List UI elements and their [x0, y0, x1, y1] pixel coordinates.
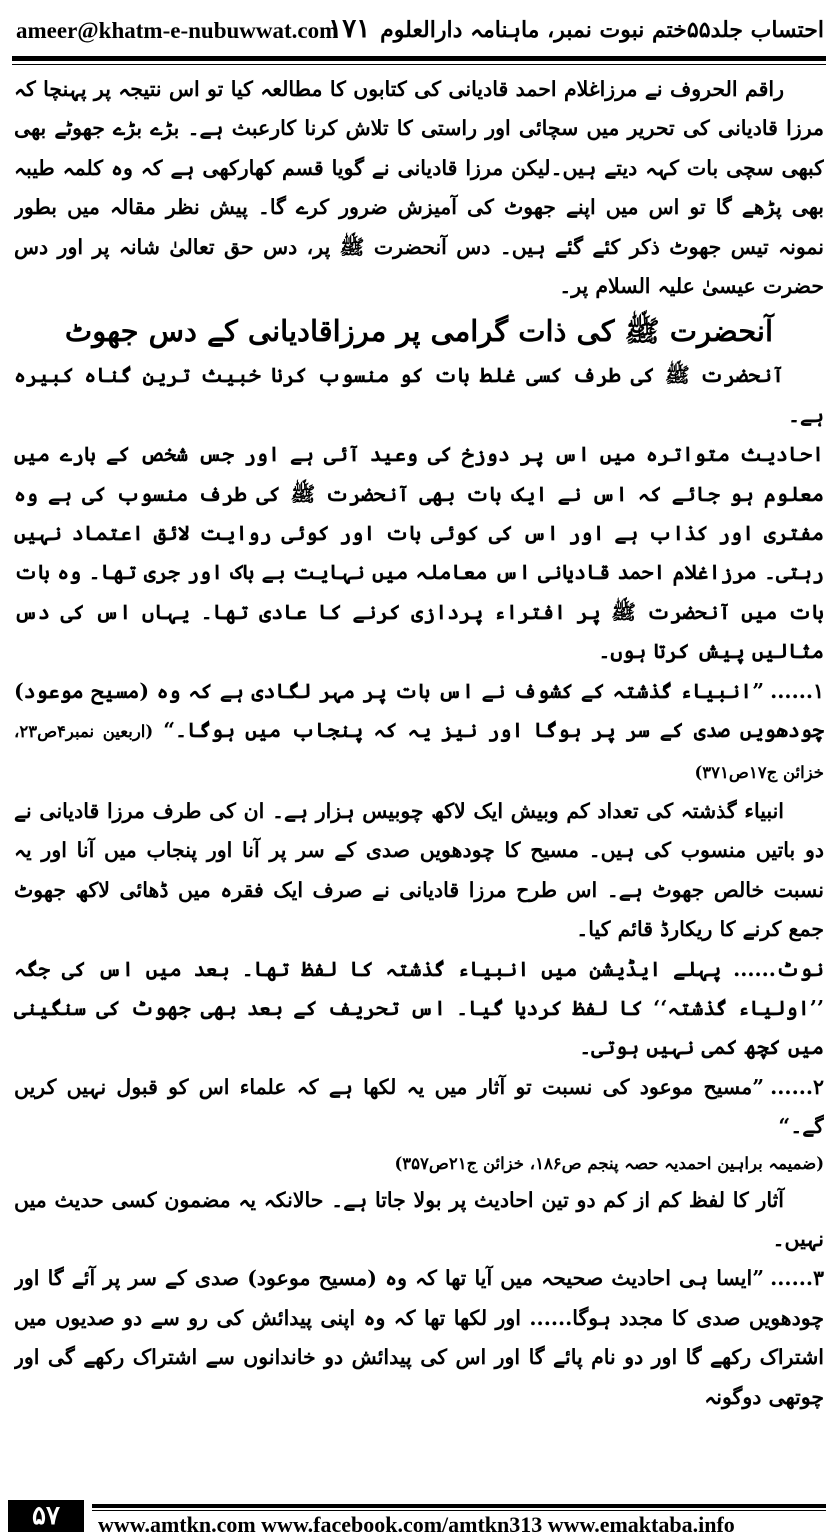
paragraph-statement: آنحضرت ﷺ کی طرف کسی غلط بات کو منسوب کرنا خبیث ترین گناہ کبیرہ ہے۔ — [14, 363, 824, 427]
item-1-commentary: انبیاء گذشتہ کی تعداد کم وبیش ایک لاکھ چوبیس ہزار ہے۔ ان کی طرف مرزا قادیانی نے دو باتیں منسوب کی ہیں۔ مسیح کا چودھویں صدی کے سر پر آنا اور پنجاب میں آنا اور یہ نسبت خالص جھوٹ ہے۔ اس طرح مرزا قادیانی نے صرف ایک فقرہ میں ڈھائی لاکھ جھوٹ جمع کرنے کا ریکارڈ قائم کیا۔ — [14, 798, 824, 942]
item-1 — [14, 672, 824, 792]
item-1-quote: ”انبیاء گذشتہ کے کشوف نے اس بات پر مہر لگادی ہے کہ وہ (مسیح موعود) چودھویں صدی کے سر پر ہوگا اور نیز یہ کہ پنجاب میں ہوگا۔“ — [14, 678, 824, 743]
header-page-number: ۱۷۱ — [328, 14, 371, 44]
item-3 — [14, 1259, 824, 1417]
header-title-block — [328, 14, 824, 44]
header-title: احتساب جلد۵۵ختم نبوت نمبر، ماہنامہ دارالعلوم — [380, 17, 824, 43]
footer-page-number: ۵۷ — [8, 1500, 84, 1532]
header-rule — [12, 56, 826, 61]
header-email: ameer@khatm-e-nubuwwat.com — [16, 18, 339, 43]
item-1-reference: (اربعین نمبر۴ص۲۳، خزائن ج۱۷ص۳۷۱) — [14, 722, 824, 782]
paragraph-hadith: احادیث متواترہ میں اس پر دوزخ کی وعید آئی ہے اور جس شخص کے بارے میں معلوم ہو جائے کہ اس نے ایک بات بھی آنحضرت ﷺ کی طرف منسوب کی ہے وہ مفتری اور کذاب ہے اور اس کی کوئی بات اور کوئی روایت لائق اعتماد نہیں رہتی۔ مرزاغلام احمد قادیانی اس معاملہ میں نہایت بے باک اور جری تھا۔ وہ بات بات میں آنحضرت ﷺ پر افتراء پردازی کرنے کا عادی تھا۔ یہاں اس کی دس مثالیں پیش کرتا ہوں۔ — [14, 442, 824, 664]
note-label: نوٹ...... — [733, 956, 824, 981]
footer-links: www.amtkn.com www.facebook.com/amtkn313 www.emaktaba.info — [98, 1512, 735, 1537]
page-footer — [8, 1500, 830, 1537]
section-heading: آنحضرت ﷺ کی ذات گرامی پر مرزاقادیانی کے دس جھوٹ — [64, 314, 774, 349]
item-2 — [14, 1068, 824, 1147]
item-2-quote: ”مسیح موعود کی نسبت تو آثار میں یہ لکھا ہے کہ علماء اس کو قبول نہیں کریں گے۔“ — [14, 1074, 824, 1139]
item-2-number: ۲...... — [770, 1074, 824, 1099]
item-2-commentary: آثار کا لفظ کم از کم دو تین احادیث پر بولا جاتا ہے۔ حالانکہ یہ مضمون کسی حدیث میں نہیں۔ — [14, 1187, 824, 1251]
header-rule-thin — [12, 64, 826, 65]
note-text: پہلے ایڈیشن میں انبیاء گذشتہ کا لفظ تھا۔ بعد میں اس کی جگہ ’’اولیاء گذشتہ‘‘ کا لفظ کردیا گیا۔ اس تحریف کے بعد بھی جھوٹ کی سنگینی میں کچھ کمی نہیں ہوتی۔ — [14, 956, 824, 1060]
item-1-number: ۱...... — [770, 678, 824, 703]
item-3-quote: ”ایسا ہی احادیث صحیحہ میں آیا تھا کہ وہ (مسیح موعود) صدی کے سر پر آئے گا اور چودھویں صدی کا مجدد ہوگا...... اور لکھا تھا کہ وہ اپنی پیدائش کی رو سے دو صدیوں میں اشتراک رکھے گا اور دو نام پائے گا اور اس کی پیدائش دو خاندانوں سے اشتراک رکھے گی اور چوتھی دوگونہ — [14, 1266, 824, 1409]
item-3-number: ۳...... — [770, 1266, 824, 1291]
article-body — [14, 70, 824, 1448]
footer-rule — [92, 1504, 826, 1508]
footer-rule-thin — [92, 1510, 826, 1511]
note — [14, 950, 824, 1068]
paragraph-intro: راقم الحروف نے مرزاغلام احمد قادیانی کی کتابوں کا مطالعہ کیا تو اس نتیجہ پر پہنچا کہ مرزا قادیانی کی تحریر میں سچائی اور راستی کا تلاش کرنا کارعبث ہے۔ بڑے بڑے جھوٹے بھی کبھی سچی بات کہہ دیتے ہیں۔لیکن مرزا قادیانی نے گویا قسم کھارکھی ہے کہ وہ کلمہ طیبہ بھی پڑھے گا تو اس میں اپنے جھوٹ کی آمیزش ضرور کرے گا۔ پیش نظر مقالہ میں بطور نمونہ تیس جھوٹ ذکر کئے گئے ہیں۔ دس آنحضرت ﷺ پر، دس حق تعالیٰ شانہ پر اور دس حضرت عیسیٰ علیہ السلام پر۔ — [14, 77, 824, 299]
item-2-reference: (ضمیمہ براہین احمدیہ حصہ پنجم ص۱۸۶، خزائن ج۲۱ص۳۵۷) — [394, 1153, 824, 1173]
page-header — [10, 12, 828, 52]
